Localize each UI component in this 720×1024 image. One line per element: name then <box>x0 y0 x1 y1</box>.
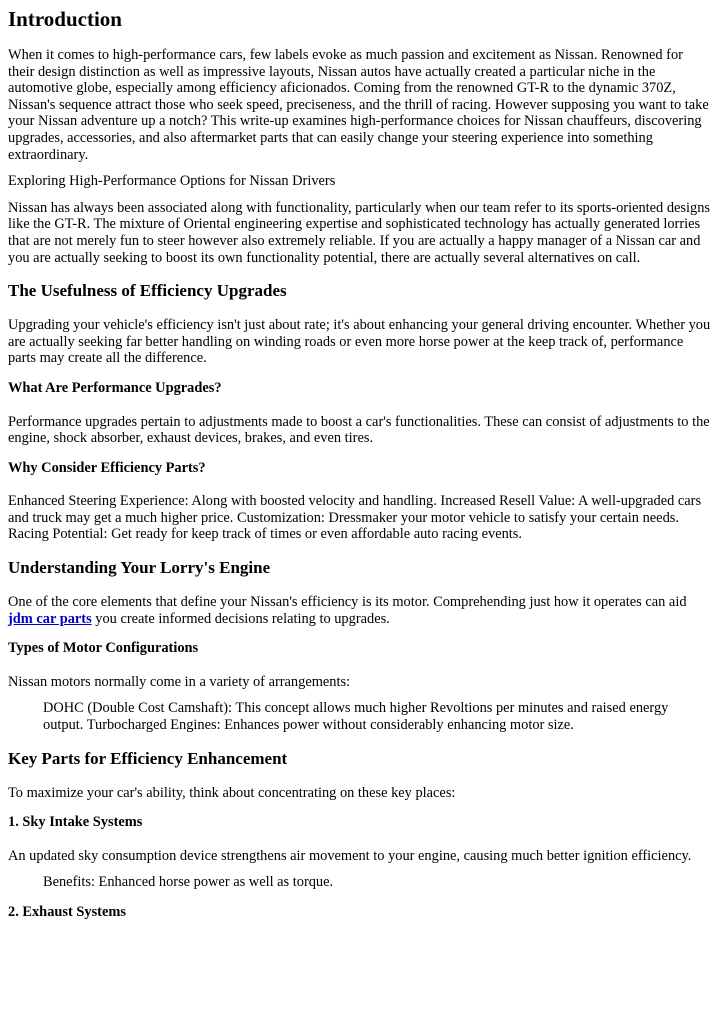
sky-blockquote: Benefits: Enhanced horse power as well as torque. <box>43 874 334 891</box>
sky-paragraph: An updated sky consumption device strengthens air movement to your engine, causing much better ignition efficiency. <box>8 847 692 864</box>
heading-key-parts: Key Parts for Efficiency Enhancement <box>8 748 288 768</box>
heading-sky-intake: 1. Sky Intake Systems <box>8 814 143 831</box>
engine-paragraph <box>8 594 712 627</box>
jdm-car-parts-link[interactable]: jdm car parts <box>8 610 92 627</box>
heading-what-are-upgrades: What Are Performance Upgrades? <box>8 379 222 396</box>
engine-text-before: One of the core elements that define your Nissan's efficiency is its motor. Comprehending just how it operates can aid <box>8 594 687 611</box>
article <box>0 7 720 921</box>
heading-why-consider: Why Consider Efficiency Parts? <box>8 459 206 476</box>
engine-text-after: you create informed decisions relating to upgrades. <box>91 610 390 627</box>
key-paragraph: To maximize your car's ability, think about concentrating on these key places: <box>8 784 456 801</box>
types-paragraph: Nissan motors normally come in a variety of arrangements: <box>8 673 351 690</box>
why-paragraph: Enhanced Steering Experience: Along with boosted velocity and handling. Increased Resell Value: A well-upgraded cars and truck may get a much higher price. Customization: Dressmaker your motor vehicle to satisfy your certain needs. Racing Potential: Get ready for keep track of times or even affordable auto racing events. <box>8 493 702 543</box>
intro-paragraph-2: Nissan has always been associated along with functionality, particularly when our team refer to its sports-oriented designs like the GT-R. The mixture of Oriental engineering expertise and sophisticated technology has actually generated lorries that are not merely fun to steer however also extremely reliable. If you are actually a happy manager of a Nissan car and you are actually seeking to boost its own functionality potential, there are actually several alternatives on call. <box>8 199 711 266</box>
what-paragraph: Performance upgrades pertain to adjustments made to boost a car's functionalities. These can consist of adjustments to the engine, shock absorber, exhaust devices, brakes, and even tires. <box>8 413 710 447</box>
heading-motor-configurations: Types of Motor Configurations <box>8 640 199 657</box>
heading-engine: Understanding Your Lorry's Engine <box>8 558 271 578</box>
types-blockquote: DOHC (Double Cost Camshaft): This concept allows much higher Revoltions per minutes and raised energy output. Turbocharged Engines: Enhances power without considerably enhancing motor size. <box>43 700 669 734</box>
heading-exhaust: 2. Exhaust Systems <box>8 904 126 920</box>
intro-subtitle: Exploring High-Performance Options for Nissan Drivers <box>8 173 336 190</box>
heading-usefulness: The Usefulness of Efficiency Upgrades <box>8 281 287 301</box>
intro-paragraph: When it comes to high-performance cars, few labels evoke as much passion and excitement as Nissan. Renowned for their design distinction as well as impressive layouts, Nissan autos have actually created a particular niche in the automotive globe, especially among efficiency aficionados. Coming from the renowned GT-R to the dynamic 370Z, Nissan's sequence attract those who seek speed, preciseness, and the thrill of racing. However supposing you want to take your Nissan adventure up a notch? This write-up examines high-performance choices for Nissan chauffeurs, discovering upgrades, accessories, and also aftermarket parts that can easily change your steering experience into something extraordinary. <box>8 47 709 163</box>
heading-introduction: Introduction <box>8 7 122 31</box>
usefulness-paragraph: Upgrading your vehicle's efficiency isn't just about rate; it's about enhancing your general driving encounter. Whether you are actually seeking far better handling on winding roads or even more horse power at the keep track of, performance parts may create all the difference. <box>8 317 711 367</box>
